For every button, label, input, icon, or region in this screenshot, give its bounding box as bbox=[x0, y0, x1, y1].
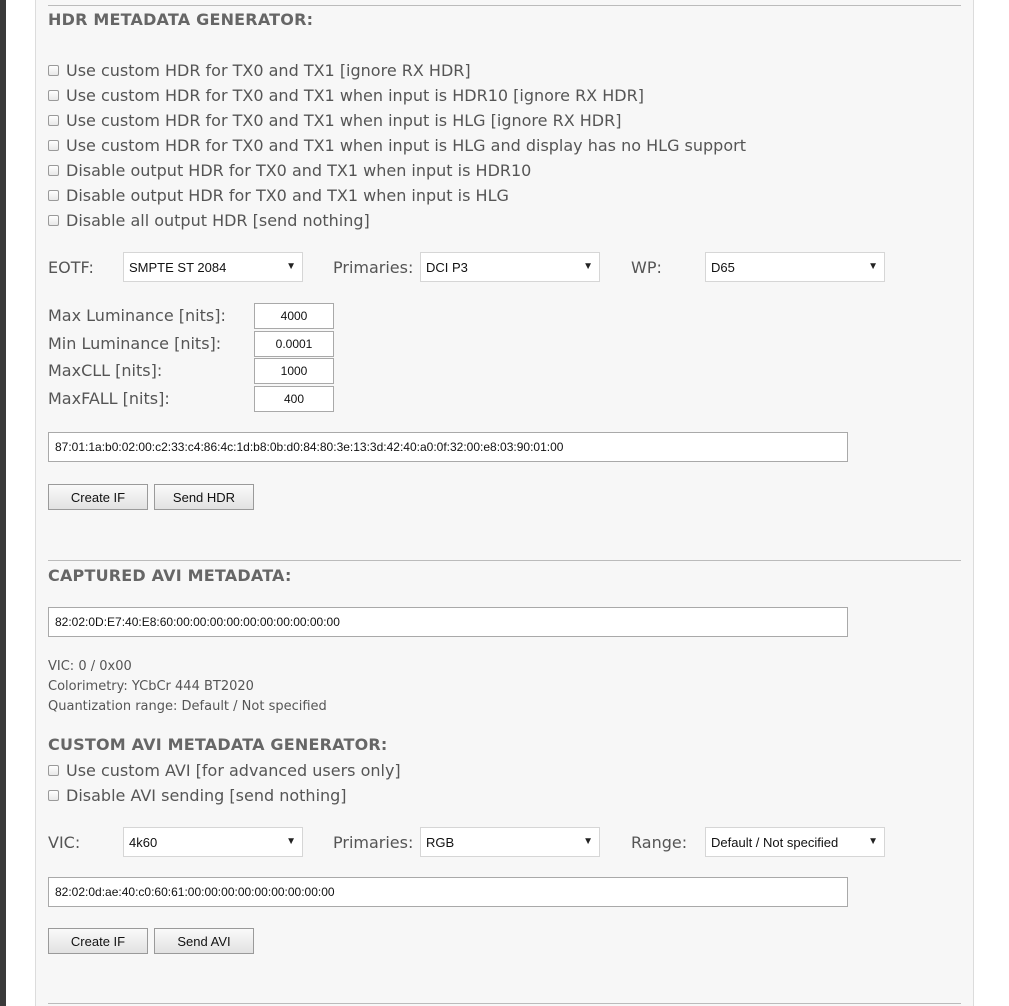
checkbox-label: Disable AVI sending [send nothing] bbox=[66, 785, 347, 805]
checkbox-label: Disable output HDR for TX0 and TX1 when input is HDR10 bbox=[66, 160, 532, 180]
min-luminance-input[interactable]: 0.0001 bbox=[254, 331, 334, 357]
avi-option-disable[interactable] bbox=[48, 784, 347, 806]
checkbox-label: Use custom AVI [for advanced users only] bbox=[66, 760, 401, 780]
chevron-down-icon: ▼ bbox=[583, 836, 593, 847]
hdr-hex-field[interactable]: 87:01:1a:b0:02:00:c2:33:c4:86:4c:1d:b8:0b:d0:84:80:3e:13:3d:42:40:a0:0f:32:00:e8:03:90:01:00 bbox=[48, 432, 848, 462]
avi-primaries-label: Primaries: bbox=[333, 833, 414, 852]
range-select[interactable] bbox=[705, 827, 885, 857]
wp-select[interactable] bbox=[705, 252, 885, 282]
checkbox[interactable] bbox=[48, 140, 59, 151]
min-luminance-label: Min Luminance [nits]: bbox=[48, 334, 222, 353]
captured-avi-divider bbox=[48, 560, 961, 561]
chevron-down-icon: ▼ bbox=[583, 261, 593, 272]
checkbox-label: Use custom HDR for TX0 and TX1 [ignore RX HDR] bbox=[66, 60, 471, 80]
checkbox[interactable] bbox=[48, 215, 59, 226]
avi-create-if-button[interactable]: Create IF bbox=[48, 928, 148, 954]
hdr-option-custom-hlg[interactable] bbox=[48, 109, 621, 131]
maxfall-label: MaxFALL [nits]: bbox=[48, 389, 170, 408]
page-left-edge bbox=[0, 0, 6, 1006]
maxcll-label: MaxCLL [nits]: bbox=[48, 361, 163, 380]
checkbox-label: Use custom HDR for TX0 and TX1 when input is HDR10 [ignore RX HDR] bbox=[66, 85, 644, 105]
top-divider bbox=[48, 5, 961, 6]
eotf-select-value: SMPTE ST 2084 bbox=[129, 259, 227, 275]
vic-label: VIC: bbox=[48, 833, 81, 852]
checkbox[interactable] bbox=[48, 765, 59, 776]
checkbox-label: Use custom HDR for TX0 and TX1 when input is HLG [ignore RX HDR] bbox=[66, 110, 622, 130]
hdr-create-if-button[interactable]: Create IF bbox=[48, 484, 148, 510]
range-select-value: Default / Not specified bbox=[711, 834, 839, 850]
custom-avi-hex-field[interactable]: 82:02:0d:ae:40:c0:60:61:00:00:00:00:00:00:00:00:00 bbox=[48, 877, 848, 907]
chevron-down-icon: ▼ bbox=[868, 836, 878, 847]
captured-colorimetry: Colorimetry: YCbCr 444 BT2020 bbox=[48, 679, 254, 694]
chevron-down-icon: ▼ bbox=[868, 261, 878, 272]
captured-vic: VIC: 0 / 0x00 bbox=[48, 659, 132, 674]
maxfall-input[interactable]: 400 bbox=[254, 386, 334, 412]
maxcll-input[interactable]: 1000 bbox=[254, 358, 334, 384]
chevron-down-icon: ▼ bbox=[286, 261, 296, 272]
checkbox[interactable] bbox=[48, 115, 59, 126]
hdr-option-disable-hdr10[interactable] bbox=[48, 159, 531, 181]
captured-avi-title: CAPTURED AVI METADATA: bbox=[48, 566, 292, 585]
bottom-divider bbox=[48, 1003, 961, 1004]
hdr-primaries-select[interactable] bbox=[420, 252, 600, 282]
wp-select-value: D65 bbox=[711, 259, 735, 275]
vic-select-value: 4k60 bbox=[129, 834, 158, 850]
checkbox-label: Disable all output HDR [send nothing] bbox=[66, 210, 370, 230]
hdr-option-custom-hdr10[interactable] bbox=[48, 84, 644, 106]
hdr-option-custom-ignore-rx[interactable] bbox=[48, 59, 471, 81]
max-luminance-input[interactable]: 4000 bbox=[254, 303, 334, 329]
hdr-option-disable-all[interactable] bbox=[48, 209, 370, 231]
hdr-primaries-select-value: DCI P3 bbox=[426, 259, 468, 275]
avi-primaries-select-value: RGB bbox=[426, 834, 455, 850]
checkbox-label: Use custom HDR for TX0 and TX1 when input is HLG and display has no HLG support bbox=[66, 135, 746, 155]
hdr-primaries-label: Primaries: bbox=[333, 258, 414, 277]
eotf-label: EOTF: bbox=[48, 258, 94, 277]
checkbox[interactable] bbox=[48, 790, 59, 801]
captured-quantization: Quantization range: Default / Not specified bbox=[48, 699, 327, 714]
checkbox[interactable] bbox=[48, 90, 59, 101]
checkbox[interactable] bbox=[48, 190, 59, 201]
checkbox[interactable] bbox=[48, 65, 59, 76]
max-luminance-label: Max Luminance [nits]: bbox=[48, 306, 226, 325]
hdr-option-custom-hlg-no-support[interactable] bbox=[48, 134, 746, 156]
hdr-option-disable-hlg[interactable] bbox=[48, 184, 509, 206]
checkbox-label: Disable output HDR for TX0 and TX1 when input is HLG bbox=[66, 185, 509, 205]
checkbox[interactable] bbox=[48, 165, 59, 176]
vic-select[interactable] bbox=[123, 827, 303, 857]
chevron-down-icon: ▼ bbox=[286, 836, 296, 847]
captured-avi-hex-field[interactable]: 82:02:0D:E7:40:E8:60:00:00:00:00:00:00:00:00:00:00 bbox=[48, 607, 848, 637]
eotf-select[interactable] bbox=[123, 252, 303, 282]
avi-primaries-select[interactable] bbox=[420, 827, 600, 857]
custom-avi-title: CUSTOM AVI METADATA GENERATOR: bbox=[48, 735, 388, 754]
send-avi-button[interactable]: Send AVI bbox=[154, 928, 254, 954]
send-hdr-button[interactable]: Send HDR bbox=[154, 484, 254, 510]
wp-label: WP: bbox=[631, 258, 662, 277]
hdr-section-title: HDR METADATA GENERATOR: bbox=[48, 10, 314, 29]
avi-option-use-custom[interactable] bbox=[48, 759, 401, 781]
range-label: Range: bbox=[631, 833, 688, 852]
